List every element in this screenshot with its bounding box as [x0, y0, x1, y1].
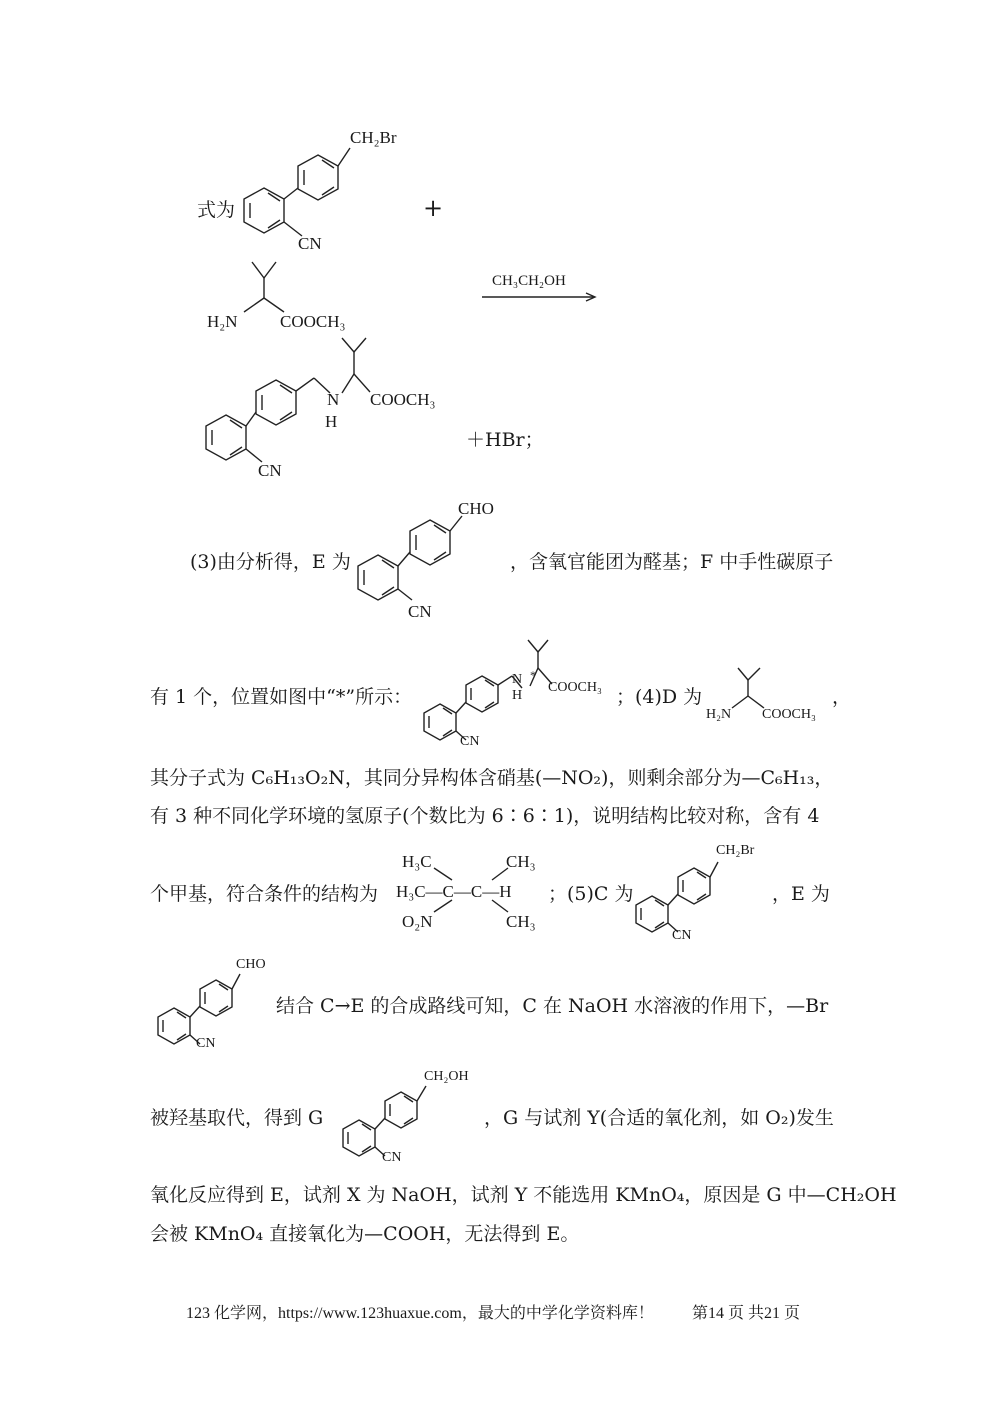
product-h-label: H [325, 412, 338, 431]
para5-line-3b: ；(5)C 为 [548, 883, 634, 905]
iso-backbone: H₃C—C—C—H [396, 882, 512, 901]
e2-cho-label: CHO [236, 957, 266, 972]
para4-text-2: ；(4)D 为 [616, 686, 703, 708]
reagent-cn-label: CN [298, 234, 322, 253]
c-ch2br-label: CH₂Br [716, 843, 755, 858]
iso-ch3-bot: CH₃ [506, 912, 536, 931]
f-cn-label: CN [460, 734, 480, 749]
para4-text-1: 有 1 个，位置如图中“*”所示： [150, 686, 413, 708]
para8-line-2: 会被 KMnO₄ 直接氧化为—COOH，无法得到 E。 [150, 1223, 580, 1245]
footer-page-number: 第14 页 共21 页 [692, 1305, 801, 1322]
reagent2-amine-label: H₂N [207, 312, 238, 331]
reagent-ch2br-label: CH₂Br [350, 128, 397, 147]
byproduct-hbr: ＋HBr； [466, 429, 544, 451]
c-cn-label: CN [672, 928, 692, 943]
product-ester-label: COOCH₃ [370, 390, 436, 409]
chiral-star: * [530, 668, 536, 682]
d-ester-label: COOCH₃ [762, 707, 816, 722]
product-cn-label: CN [258, 461, 282, 480]
para8-line-1: 氧化反应得到 E，试剂 X 为 NaOH，试剂 Y 不能选用 KMnO₄，原因是 G 中—CH₂OH [150, 1184, 897, 1206]
para7-text-1: 被羟基取代，得到 G [150, 1107, 324, 1129]
plus-sign: + [423, 194, 444, 222]
product-n-label: N [327, 390, 340, 409]
reagent2-ester-label: COOCH₃ [280, 312, 346, 331]
d-amine-label: H₂N [706, 707, 732, 722]
para5-line-2: 有 3 种不同化学环境的氢原子(个数比为 6∶6∶1)，说明结构比较对称，含有 4 [150, 805, 820, 827]
iso-o2n: O₂N [402, 912, 433, 931]
iso-h3c-top: H₃C [402, 852, 432, 871]
f-n-label: N [512, 672, 523, 687]
reaction-prefix: 式为 [197, 199, 236, 221]
e-cn-label: CN [408, 602, 432, 621]
para3-text-2: ，含氧官能团为醛基；F 中手性碳原子 [510, 551, 834, 573]
f-ester-label: COOCH₃ [548, 680, 602, 695]
g-ch2oh-label: CH₂OH [424, 1069, 469, 1084]
g-cn-label: CN [382, 1150, 402, 1165]
para5-line-1: 其分子式为 C₆H₁₃O₂N，其同分异构体含硝基(—NO₂)，则剩余部分为—C₆H₁₃， [150, 767, 834, 789]
e-cho-label: CHO [458, 499, 494, 518]
para6-text: 结合 C→E 的合成路线可知，C 在 NaOH 水溶液的作用下，—Br [276, 995, 829, 1017]
f-h-label: H [512, 688, 523, 703]
para3-text-1: (3)由分析得，E 为 [190, 551, 351, 573]
e2-cn-label: CN [196, 1036, 216, 1051]
para5-line-3a: 个甲基，符合条件的结构为 [150, 883, 379, 905]
reaction-condition: CH₃CH₂OH [492, 273, 566, 289]
para4-comma: ， [832, 686, 852, 708]
para7-text-2: ，G 与试剂 Y(合适的氧化剂，如 O₂)发生 [484, 1107, 834, 1129]
iso-ch3-top: CH₃ [506, 852, 536, 871]
para5-line-3c: ，E 为 [772, 883, 830, 905]
footer-site: 123 化学网，https://www.123huaxue.com，最大的中学化学资料库！ [186, 1305, 654, 1322]
